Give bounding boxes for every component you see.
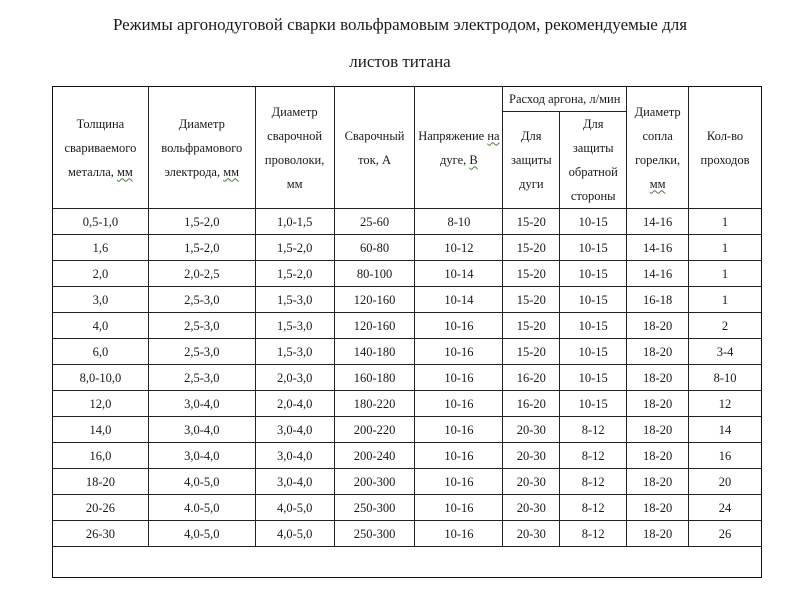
table-cell: 10-14 <box>415 287 503 313</box>
welding-modes-table <box>52 86 762 547</box>
table-cell: 20-30 <box>503 495 560 521</box>
header-electrode-unit: мм <box>223 164 240 179</box>
table-cell: 15-20 <box>503 235 560 261</box>
table-cell: 26 <box>689 521 762 547</box>
table-cell: 2 <box>689 313 762 339</box>
table-cell: 4,0 <box>53 313 149 339</box>
table-cell: 6,0 <box>53 339 149 365</box>
table-cell: 180-220 <box>334 391 415 417</box>
document-title: Режимы аргонодуговой сварки вольфрамовым электродом, рекомендуемые для <box>112 15 688 34</box>
table-cell: 20-30 <box>503 443 560 469</box>
table-cell: 26-30 <box>53 521 149 547</box>
header-voltage-unit: В <box>469 152 478 167</box>
table-cell: 20-26 <box>53 495 149 521</box>
table-cell: 1 <box>689 209 762 235</box>
header-thickness <box>53 87 149 209</box>
table-cell: 120-160 <box>334 313 415 339</box>
table-cell: 1,5-2,0 <box>148 209 255 235</box>
table-cell: 8-12 <box>560 521 627 547</box>
table-cell: 4,0-5,0 <box>148 469 255 495</box>
table-cell: 16 <box>689 443 762 469</box>
table-cell: 10-16 <box>415 313 503 339</box>
table-cell: 14,0 <box>53 417 149 443</box>
table-cell: 18-20 <box>627 365 689 391</box>
table-cell: 2,0-4,0 <box>255 391 334 417</box>
table-cell: 2,5-3,0 <box>148 339 255 365</box>
table-cell: 10-15 <box>560 339 627 365</box>
table-cell: 10-15 <box>560 391 627 417</box>
table-cell: 2,5-3,0 <box>148 313 255 339</box>
table-cell: 1,5-2,0 <box>255 235 334 261</box>
table-cell: 60-80 <box>334 235 415 261</box>
table-cell: 25-60 <box>334 209 415 235</box>
table-cell: 1,5-2,0 <box>255 261 334 287</box>
document-title-line-2: листов титана <box>349 52 451 71</box>
table-cell: 1 <box>689 261 762 287</box>
table-cell: 20-30 <box>503 521 560 547</box>
table-cell: 10-14 <box>415 261 503 287</box>
table-cell: 3,0 <box>53 287 149 313</box>
header-thickness-unit: мм <box>117 164 133 179</box>
header-arc-voltage <box>415 87 503 209</box>
table-row <box>53 417 762 443</box>
table-cell: 15-20 <box>503 209 560 235</box>
table-cell: 10-16 <box>415 443 503 469</box>
header-argon-flow: Расход аргона, л/мин <box>503 87 627 112</box>
table-cell: 10-15 <box>560 261 627 287</box>
table-cell: 15-20 <box>503 339 560 365</box>
table-cell: 18-20 <box>627 443 689 469</box>
table-cell: 15-20 <box>503 313 560 339</box>
header-thickness-text: Толщина свариваемого металла, <box>64 116 137 179</box>
table-cell: 8-12 <box>560 495 627 521</box>
table-cell: 4,0-5,0 <box>148 521 255 547</box>
table-cell: 8,0-10,0 <box>53 365 149 391</box>
table-cell: 2,5-3,0 <box>148 287 255 313</box>
table-cell: 18-20 <box>627 313 689 339</box>
table-cell: 14-16 <box>627 235 689 261</box>
table-cell: 16-20 <box>503 365 560 391</box>
table-cell: 10-16 <box>415 469 503 495</box>
table-row <box>53 443 762 469</box>
table-cell: 18-20 <box>627 495 689 521</box>
table-cell: 18-20 <box>627 339 689 365</box>
table-cell: 20 <box>689 469 762 495</box>
table-cell: 8-12 <box>560 417 627 443</box>
table-row <box>53 287 762 313</box>
table-cell: 20-30 <box>503 417 560 443</box>
table-cell: 3,0-4,0 <box>148 443 255 469</box>
table-cell: 2,0-3,0 <box>255 365 334 391</box>
table-cell: 140-180 <box>334 339 415 365</box>
table-cell: 8-10 <box>415 209 503 235</box>
table-cell: 18-20 <box>627 469 689 495</box>
table-cell: 10-16 <box>415 495 503 521</box>
table-row <box>53 209 762 235</box>
table-cell: 2,5-3,0 <box>148 365 255 391</box>
table-header <box>53 87 762 209</box>
table-cell: 250-300 <box>334 495 415 521</box>
table-cell: 10-16 <box>415 391 503 417</box>
table-cell: 250-300 <box>334 521 415 547</box>
header-passes: Кол-во проходов <box>689 87 762 209</box>
table-cell: 15-20 <box>503 287 560 313</box>
table-row <box>53 495 762 521</box>
table-cell: 16-18 <box>627 287 689 313</box>
table-cell: 10-15 <box>560 235 627 261</box>
header-welding-current: Сварочный ток, А <box>334 87 415 209</box>
header-argon-arc: Для защиты дуги <box>503 112 560 209</box>
table-cell: 8-12 <box>560 443 627 469</box>
table-row <box>53 339 762 365</box>
header-nozzle-unit: мм <box>649 176 666 191</box>
table-cell: 16-20 <box>503 391 560 417</box>
header-electrode-text: Диаметр вольфрамового электрода, <box>161 116 243 179</box>
table-cell: 120-160 <box>334 287 415 313</box>
table-cell: 160-180 <box>334 365 415 391</box>
table-cell: 15-20 <box>503 261 560 287</box>
table-cell: 200-220 <box>334 417 415 443</box>
table-cell: 1,5-3,0 <box>255 287 334 313</box>
table-row <box>53 365 762 391</box>
table-cell: 1,0-1,5 <box>255 209 334 235</box>
table-cell: 3,0-4,0 <box>148 391 255 417</box>
header-row <box>53 87 762 112</box>
header-voltage-arc: дуге, <box>440 152 470 167</box>
table-cell: 8-10 <box>689 365 762 391</box>
table-cell: 3,0-4,0 <box>148 417 255 443</box>
table-cell: 1,5-2,0 <box>148 235 255 261</box>
table-cell: 10-15 <box>560 365 627 391</box>
table-cell: 80-100 <box>334 261 415 287</box>
table-cell: 14-16 <box>627 261 689 287</box>
table-cell: 12 <box>689 391 762 417</box>
table-cell: 10-12 <box>415 235 503 261</box>
header-nozzle-diameter <box>627 87 689 209</box>
table-cell: 200-300 <box>334 469 415 495</box>
table-cell: 4,0-5,0 <box>255 521 334 547</box>
table-cell: 14 <box>689 417 762 443</box>
table-cell: 18-20 <box>627 391 689 417</box>
table-cell: 4.0-5,0 <box>148 495 255 521</box>
table-cell: 8-12 <box>560 469 627 495</box>
table-cell: 10-15 <box>560 287 627 313</box>
table-cell: 3,0-4,0 <box>255 417 334 443</box>
header-argon-back: Для защиты обратной стороны <box>560 112 627 209</box>
table-cell: 20-30 <box>503 469 560 495</box>
table-cell: 3,0-4,0 <box>255 469 334 495</box>
table-cell: 10-16 <box>415 339 503 365</box>
table-cell: 10-16 <box>415 417 503 443</box>
header-voltage-text: Напряжение <box>418 128 488 143</box>
table-cell: 3,0-4,0 <box>255 443 334 469</box>
table-cell: 18-20 <box>627 521 689 547</box>
table-cell: 2,0 <box>53 261 149 287</box>
table-row <box>53 235 762 261</box>
table-cell: 18-20 <box>627 417 689 443</box>
table-body <box>53 209 762 547</box>
table-cell: 200-240 <box>334 443 415 469</box>
table-row <box>53 521 762 547</box>
table-cell: 18-20 <box>53 469 149 495</box>
table-cell: 10-15 <box>560 313 627 339</box>
table-cell: 1 <box>689 287 762 313</box>
table-cell: 3-4 <box>689 339 762 365</box>
table-cell: 4,0-5,0 <box>255 495 334 521</box>
table-cell: 10-16 <box>415 521 503 547</box>
header-voltage-on: на <box>487 128 500 143</box>
table-row <box>53 391 762 417</box>
header-nozzle-text: Диаметр сопла горелки, <box>634 104 681 167</box>
table-row <box>53 313 762 339</box>
table-cell: 24 <box>689 495 762 521</box>
header-electrode-diameter <box>148 87 255 209</box>
table-cell: 12,0 <box>53 391 149 417</box>
table-row <box>53 261 762 287</box>
table-cell: 1,5-3,0 <box>255 339 334 365</box>
table-cell: 16,0 <box>53 443 149 469</box>
table-cell: 1,6 <box>53 235 149 261</box>
table-cell: 1,5-3,0 <box>255 313 334 339</box>
table-row <box>53 469 762 495</box>
table-cell: 14-16 <box>627 209 689 235</box>
header-wire-diameter: Диаметр сварочной проволоки, мм <box>255 87 334 209</box>
table-cell: 0,5-1,0 <box>53 209 149 235</box>
table-cell: 2,0-2,5 <box>148 261 255 287</box>
table-cell: 10-16 <box>415 365 503 391</box>
table-cell: 1 <box>689 235 762 261</box>
table-cell: 10-15 <box>560 209 627 235</box>
